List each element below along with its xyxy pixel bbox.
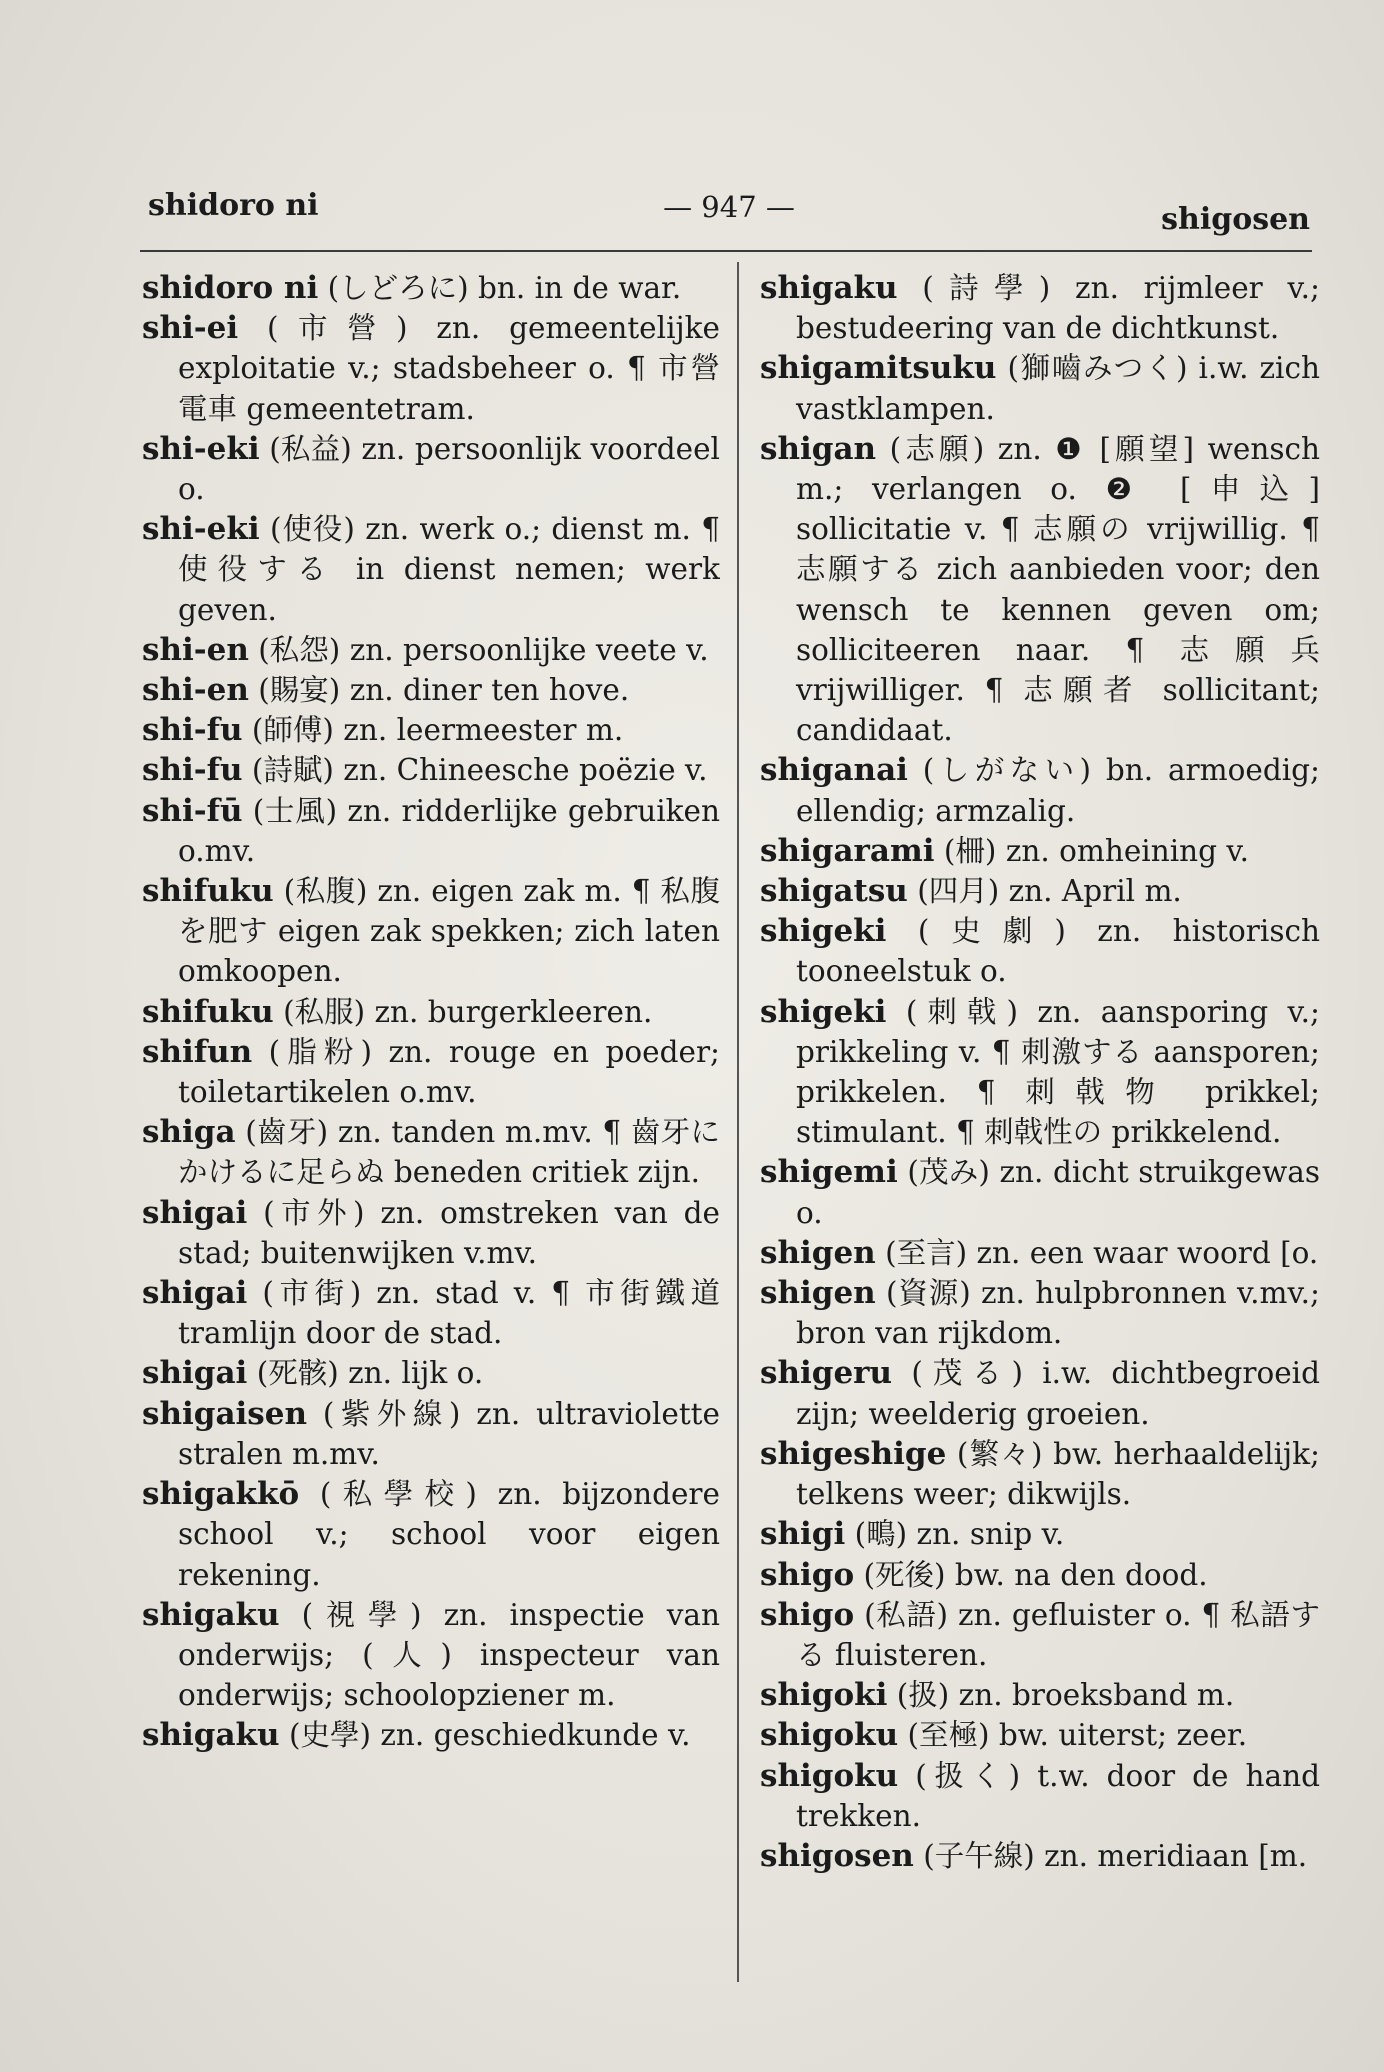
dictionary-entry	[142, 1112, 720, 1192]
dictionary-entry	[760, 831, 1320, 871]
entry-headword: shi-eki	[142, 511, 260, 548]
entry-headword: shigai	[142, 1275, 248, 1312]
entry-headword: shidoro ni	[142, 270, 319, 306]
dictionary-entry	[142, 1595, 720, 1716]
dictionary-entry	[142, 750, 720, 790]
entry-definition: (繁々) bw. herhaaldelijk; telkens weer; dikwijls.	[796, 1436, 1320, 1512]
dictionary-entry	[760, 1555, 1320, 1595]
column-divider	[737, 262, 739, 1982]
entry-definition: (柵) zn. omheining v.	[943, 833, 1249, 868]
dictionary-entry	[760, 1514, 1320, 1554]
entry-headword: shigoki	[760, 1677, 888, 1714]
entry-headword: shigai	[142, 1194, 248, 1231]
entry-headword: shigeru	[760, 1355, 893, 1392]
entry-definition: (死後) bw. na den dood.	[863, 1557, 1208, 1592]
dictionary-entry	[760, 1675, 1320, 1715]
entry-definition: (資源) zn. hulpbronnen v.mv.; bron van rijkdom.	[796, 1276, 1320, 1351]
dictionary-entry	[142, 630, 720, 670]
entry-headword: shigo	[760, 1556, 855, 1593]
page-header	[148, 188, 1310, 238]
entry-definition: (扱く) t.w. door de hand trekken.	[796, 1758, 1320, 1833]
dictionary-entry	[760, 992, 1320, 1153]
entry-headword: shi-eki	[142, 430, 260, 467]
entry-headword: shigaisen	[142, 1395, 308, 1432]
dictionary-entry	[142, 268, 720, 308]
entry-definition: (四月) zn. April m.	[917, 874, 1182, 909]
dictionary-entry	[142, 791, 720, 871]
entry-headword: shigemi	[760, 1154, 898, 1191]
entry-headword: shigaku	[142, 1596, 280, 1633]
dictionary-entry	[142, 509, 720, 630]
entry-headword: shigi	[760, 1516, 846, 1553]
dictionary-entry	[142, 308, 720, 429]
entry-headword: shigeki	[760, 993, 887, 1030]
entry-headword: shigatsu	[760, 873, 908, 910]
entry-definition: (死骸) zn. lijk o.	[256, 1356, 484, 1391]
dictionary-entry	[760, 348, 1320, 428]
dictionary-entry	[760, 1595, 1320, 1675]
entry-headword: shi-ei	[142, 310, 239, 347]
entry-headword: shigen	[760, 1275, 876, 1312]
entry-headword: shigeki	[760, 913, 887, 950]
entry-definition: (市外) zn. omstreken van de stad; buitenwijken v.mv.	[178, 1195, 720, 1270]
dictionary-entry	[142, 670, 720, 710]
dictionary-entry	[760, 1756, 1320, 1836]
dictionary-entry	[760, 750, 1320, 830]
entry-definition: (私語) zn. gefluister o. ¶ 私語する fluisteren.	[796, 1597, 1320, 1672]
entry-definition: (齒牙) zn. tanden m.mv. ¶ 齒牙にかけるに足らぬ beneden critiek zijn.	[178, 1115, 720, 1190]
entry-headword: shigai	[142, 1355, 248, 1392]
entry-headword: shigamitsuku	[760, 350, 997, 387]
entry-definition: (詩賦) zn. Chineesche poëzie v.	[251, 753, 708, 788]
page-number: — 947 —	[663, 190, 795, 224]
dictionary-entry	[760, 1152, 1320, 1232]
entry-headword: shi-fu	[142, 752, 243, 789]
entry-headword: shiga	[142, 1114, 236, 1151]
dictionary-entry	[760, 1715, 1320, 1755]
entry-headword: shigaku	[760, 270, 898, 306]
entry-definition: (至極) bw. uiterst; zeer.	[907, 1718, 1248, 1753]
dictionary-entry	[760, 268, 1320, 348]
dictionary-entry	[142, 429, 720, 509]
entry-definition: (賜宴) zn. diner ten hove.	[258, 673, 630, 708]
entry-definition: (市街) zn. stad v. ¶ 市街鐵道 tramlijn door de stad.	[178, 1276, 720, 1351]
dictionary-entry	[760, 1233, 1320, 1273]
entry-definition: (視學) zn. inspectie van onderwijs; (人) inspecteur van onderwijs; schoolopziener m.	[178, 1597, 720, 1713]
dictionary-entry	[142, 1474, 720, 1595]
entry-headword: shigoku	[760, 1757, 899, 1794]
entry-definition: (しどろに) bn. in de war.	[327, 271, 682, 305]
entry-definition: (私服) zn. burgerkleeren.	[283, 994, 653, 1029]
entry-definition: (扱) zn. broeksband m.	[896, 1678, 1235, 1713]
entry-headword: shi-en	[142, 672, 249, 709]
left-column	[142, 268, 720, 1756]
entry-definition: (師傅) zn. leermeester m.	[251, 713, 624, 748]
entry-headword: shigo	[760, 1596, 855, 1633]
entry-headword: shi-fu	[142, 712, 243, 749]
right-column	[760, 268, 1320, 1876]
entry-definition: (至言) zn. een waar woord [o.	[885, 1235, 1319, 1270]
entry-definition: (志願) zn. ❶ [願望] wensch m.; verlangen o. ❷ [申込] sollicitatie v. ¶ 志願の vrijwillig. ¶ 志願する zich aanbieden voor; den wensch te kennen geven om; solliciteeren naar. ¶ 志願兵 vrijwilliger. ¶ 志願者 sollicitant; candidaat.	[796, 431, 1320, 748]
entry-definition: (しがない) bn. armoedig; ellendig; armzalig.	[796, 753, 1320, 828]
dictionary-entry	[142, 871, 720, 992]
header-right-guideword: shigosen	[1161, 202, 1310, 237]
dictionary-entry	[142, 1273, 720, 1353]
entry-definition: (私學校) zn. bijzondere school v.; school voor eigen rekening.	[178, 1477, 720, 1592]
entry-definition: (私怨) zn. persoonlijke veete v.	[258, 632, 709, 667]
entry-headword: shifun	[142, 1033, 253, 1070]
entry-headword: shigarami	[760, 832, 935, 869]
dictionary-entry	[760, 1434, 1320, 1514]
entry-definition: (使役) zn. werk o.; dienst m. ¶ 使役する in dienst nemen; werk geven.	[178, 512, 720, 627]
entry-definition: (茂み) zn. dicht struikgewas o.	[796, 1155, 1320, 1230]
entry-headword: shigoku	[760, 1717, 899, 1754]
entry-headword: shi-en	[142, 631, 249, 668]
entry-definition: (市營) zn. gemeentelijke exploitatie v.; stadsbeheer o. ¶ 市營電車 gemeentetram.	[178, 311, 720, 426]
dictionary-entry	[142, 1193, 720, 1273]
dictionary-entry	[760, 1836, 1320, 1876]
entry-definition: (詩學) zn. rijmleer v.; bestudeering van de dichtkunst.	[796, 271, 1320, 346]
entry-headword: shigaku	[142, 1717, 280, 1754]
entry-headword: shigosen	[760, 1837, 914, 1874]
entry-definition: (史劇) zn. historisch tooneelstuk o.	[796, 914, 1320, 989]
dictionary-entry	[142, 1394, 720, 1474]
entry-headword: shi-fū	[142, 792, 243, 829]
entry-definition: (史學) zn. geschiedkunde v.	[288, 1718, 691, 1753]
dictionary-entry	[142, 1715, 720, 1755]
entry-headword: shigan	[760, 430, 877, 467]
dictionary-entry	[760, 911, 1320, 991]
entry-definition: (刺戟) zn. aansporing v.; prikkeling v. ¶ 刺激する aansporen; prikkelen. ¶ 刺戟物 prikkel; stimulant. ¶ 刺戟性の prikkelend.	[796, 994, 1320, 1150]
entry-definition: (私益) zn. persoonlijk voordeel o.	[178, 431, 720, 507]
entry-definition: (子午線) zn. meridiaan [m.	[923, 1838, 1308, 1873]
entry-headword: shigeshige	[760, 1435, 947, 1472]
entry-headword: shifuku	[142, 873, 274, 910]
dictionary-entry	[760, 1353, 1320, 1433]
entry-definition: (鴫) zn. snip v.	[854, 1517, 1065, 1552]
entry-definition: (脂粉) zn. rouge en poeder; toiletartikelen o.mv.	[178, 1034, 720, 1110]
entry-definition: (士風) zn. ridderlijke gebruiken o.mv.	[178, 793, 720, 868]
header-left-guideword: shidoro ni	[148, 188, 319, 223]
dictionary-entry	[142, 710, 720, 750]
dictionary-entry	[142, 1032, 720, 1112]
dictionary-entry	[760, 429, 1320, 751]
entry-definition: (茂る) i.w. dichtbegroeid zijn; weelderig groeien.	[796, 1356, 1320, 1431]
entry-headword: shigakkō	[142, 1476, 300, 1513]
entry-definition: (獅嚙みつく) i.w. zich vastklampen.	[796, 351, 1320, 426]
dictionary-entry	[760, 871, 1320, 911]
dictionary-entry	[760, 1273, 1320, 1353]
dictionary-entry	[142, 992, 720, 1032]
entry-headword: shiganai	[760, 752, 908, 789]
entry-headword: shifuku	[142, 993, 274, 1030]
entry-headword: shigen	[760, 1234, 876, 1271]
header-rule	[140, 250, 1312, 252]
entry-definition: (私腹) zn. eigen zak m. ¶ 私腹を肥す eigen zak spekken; zich laten omkoopen.	[178, 874, 720, 989]
dictionary-entry	[142, 1353, 720, 1393]
entry-definition: (紫外線) zn. ultraviolette stralen m.mv.	[178, 1396, 720, 1471]
